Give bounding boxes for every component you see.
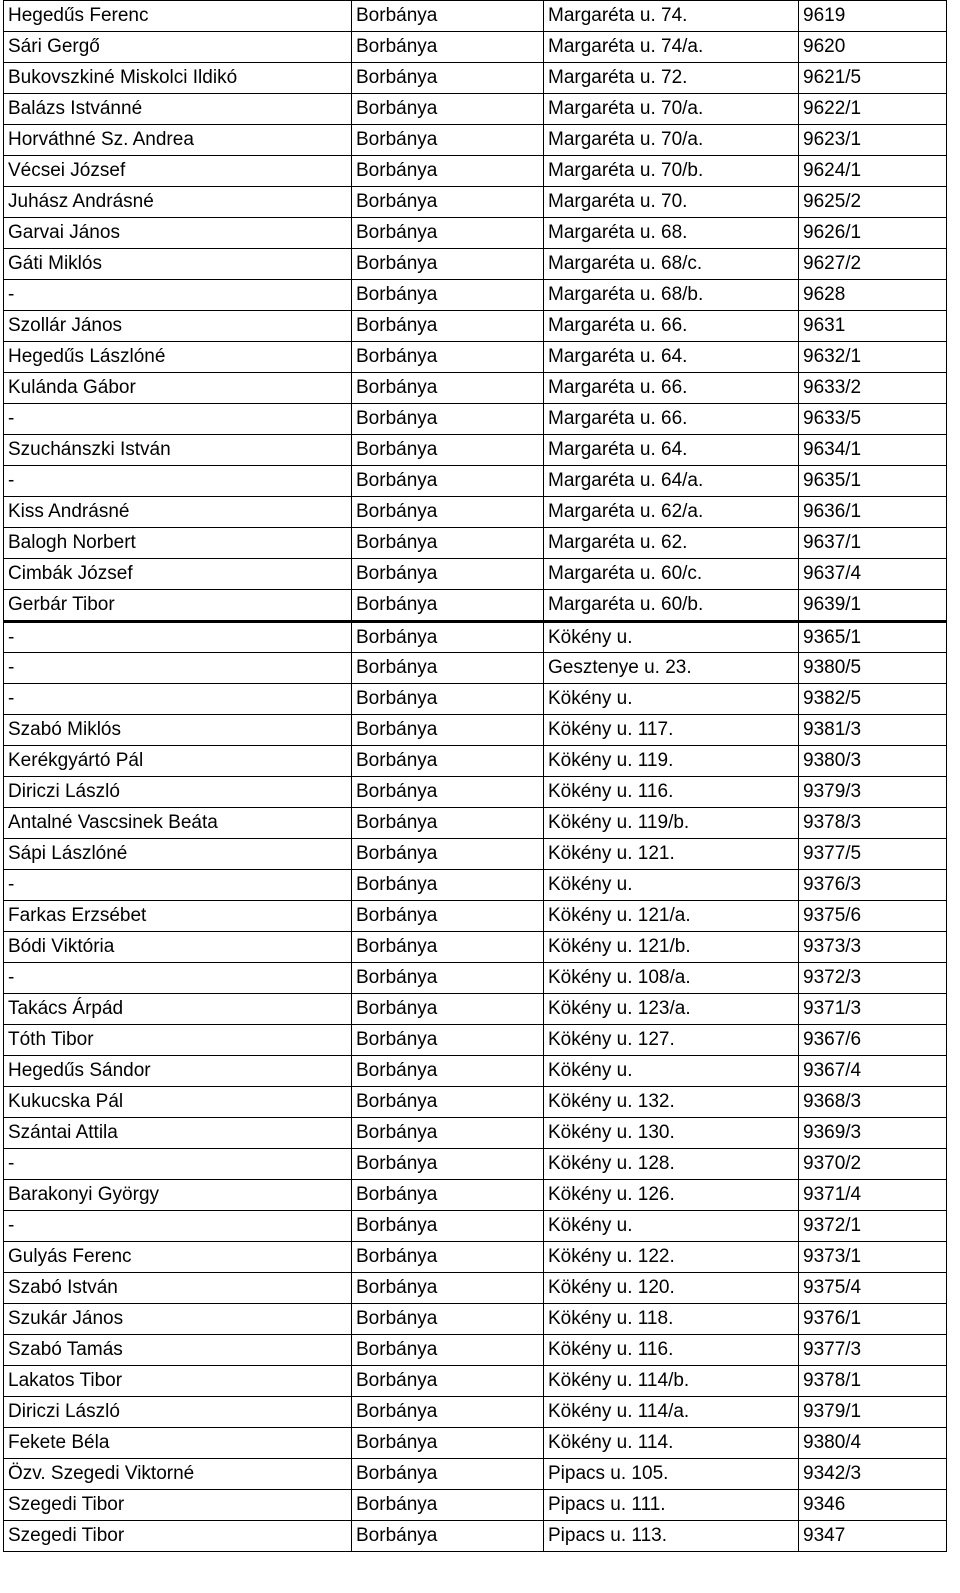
address-cell: Kökény u. 122. bbox=[544, 1242, 799, 1273]
table-row bbox=[4, 218, 947, 249]
district-cell: Borbánya bbox=[352, 932, 544, 963]
owner-name-cell: - bbox=[4, 280, 352, 311]
table-row bbox=[4, 901, 947, 932]
district-cell: Borbánya bbox=[352, 715, 544, 746]
table-row bbox=[4, 156, 947, 187]
address-cell: Margaréta u. 72. bbox=[544, 63, 799, 94]
parcel-number-cell: 9639/1 bbox=[799, 590, 947, 622]
owner-name-cell: Kerékgyártó Pál bbox=[4, 746, 352, 777]
parcel-number-cell: 9381/3 bbox=[799, 715, 947, 746]
address-cell: Margaréta u. 64/a. bbox=[544, 466, 799, 497]
table-row bbox=[4, 404, 947, 435]
table-row bbox=[4, 684, 947, 715]
table-row bbox=[4, 1242, 947, 1273]
parcel-number-cell: 9368/3 bbox=[799, 1087, 947, 1118]
table-row bbox=[4, 1428, 947, 1459]
table-row bbox=[4, 1490, 947, 1521]
parcel-number-cell: 9632/1 bbox=[799, 342, 947, 373]
owner-name-cell: Cimbák József bbox=[4, 559, 352, 590]
district-cell: Borbánya bbox=[352, 1428, 544, 1459]
table-row bbox=[4, 621, 947, 653]
owner-name-cell: Kulánda Gábor bbox=[4, 373, 352, 404]
parcel-number-cell: 9636/1 bbox=[799, 497, 947, 528]
address-cell: Margaréta u. 70. bbox=[544, 187, 799, 218]
district-cell: Borbánya bbox=[352, 559, 544, 590]
table-row bbox=[4, 1304, 947, 1335]
parcel-number-cell: 9372/1 bbox=[799, 1211, 947, 1242]
table-row bbox=[4, 311, 947, 342]
table-row bbox=[4, 1118, 947, 1149]
owner-name-cell: Tóth Tibor bbox=[4, 1025, 352, 1056]
parcel-number-cell: 9376/1 bbox=[799, 1304, 947, 1335]
parcel-number-cell: 9635/1 bbox=[799, 466, 947, 497]
owner-name-cell: Szegedi Tibor bbox=[4, 1521, 352, 1552]
parcel-number-cell: 9373/1 bbox=[799, 1242, 947, 1273]
parcel-number-cell: 9367/4 bbox=[799, 1056, 947, 1087]
table-row bbox=[4, 559, 947, 590]
owner-name-cell: - bbox=[4, 466, 352, 497]
owner-name-cell: Gulyás Ferenc bbox=[4, 1242, 352, 1273]
owner-name-cell: - bbox=[4, 621, 352, 653]
owner-name-cell: Kukucska Pál bbox=[4, 1087, 352, 1118]
district-cell: Borbánya bbox=[352, 311, 544, 342]
owner-name-cell: Balázs Istvánné bbox=[4, 94, 352, 125]
table-row bbox=[4, 839, 947, 870]
parcel-number-cell: 9372/3 bbox=[799, 963, 947, 994]
parcel-number-cell: 9365/1 bbox=[799, 621, 947, 653]
owner-name-cell: - bbox=[4, 404, 352, 435]
parcel-number-cell: 9621/5 bbox=[799, 63, 947, 94]
table-row bbox=[4, 1273, 947, 1304]
owner-name-cell: Diriczi László bbox=[4, 777, 352, 808]
parcel-number-cell: 9633/2 bbox=[799, 373, 947, 404]
table-row bbox=[4, 715, 947, 746]
district-cell: Borbánya bbox=[352, 746, 544, 777]
district-cell: Borbánya bbox=[352, 1459, 544, 1490]
parcel-number-cell: 9620 bbox=[799, 32, 947, 63]
table-row bbox=[4, 746, 947, 777]
parcel-number-cell: 9625/2 bbox=[799, 187, 947, 218]
owner-name-cell: Horváthné Sz. Andrea bbox=[4, 125, 352, 156]
owner-name-cell: Barakonyi György bbox=[4, 1180, 352, 1211]
address-cell: Pipacs u. 105. bbox=[544, 1459, 799, 1490]
parcel-number-cell: 9628 bbox=[799, 280, 947, 311]
address-cell: Kökény u. 130. bbox=[544, 1118, 799, 1149]
parcel-number-cell: 9377/5 bbox=[799, 839, 947, 870]
address-cell: Kökény u. 116. bbox=[544, 1335, 799, 1366]
address-cell: Kökény u. 121/a. bbox=[544, 901, 799, 932]
parcel-number-cell: 9380/3 bbox=[799, 746, 947, 777]
district-cell: Borbánya bbox=[352, 1211, 544, 1242]
owner-name-cell: Diriczi László bbox=[4, 1397, 352, 1428]
table-row bbox=[4, 32, 947, 63]
parcel-number-cell: 9378/3 bbox=[799, 808, 947, 839]
table-row bbox=[4, 94, 947, 125]
owner-name-cell: Szabó István bbox=[4, 1273, 352, 1304]
owner-name-cell: Vécsei József bbox=[4, 156, 352, 187]
parcel-number-cell: 9637/1 bbox=[799, 528, 947, 559]
table-row bbox=[4, 963, 947, 994]
address-cell: Kökény u. 119. bbox=[544, 746, 799, 777]
owner-name-cell: - bbox=[4, 1149, 352, 1180]
address-cell: Kökény u. 119/b. bbox=[544, 808, 799, 839]
parcel-number-cell: 9627/2 bbox=[799, 249, 947, 280]
address-cell: Margaréta u. 62/a. bbox=[544, 497, 799, 528]
district-cell: Borbánya bbox=[352, 218, 544, 249]
district-cell: Borbánya bbox=[352, 1490, 544, 1521]
owner-name-cell: Hegedűs Lászlóné bbox=[4, 342, 352, 373]
address-cell: Margaréta u. 68/c. bbox=[544, 249, 799, 280]
table-row bbox=[4, 1, 947, 32]
address-cell: Kökény u. 121/b. bbox=[544, 932, 799, 963]
parcel-number-cell: 9342/3 bbox=[799, 1459, 947, 1490]
table-row bbox=[4, 777, 947, 808]
address-cell: Kökény u. bbox=[544, 621, 799, 653]
table-row bbox=[4, 249, 947, 280]
district-cell: Borbánya bbox=[352, 497, 544, 528]
district-cell: Borbánya bbox=[352, 1087, 544, 1118]
parcel-number-cell: 9367/6 bbox=[799, 1025, 947, 1056]
district-cell: Borbánya bbox=[352, 187, 544, 218]
owner-name-cell: Bukovszkiné Miskolci Ildikó bbox=[4, 63, 352, 94]
district-cell: Borbánya bbox=[352, 1397, 544, 1428]
district-cell: Borbánya bbox=[352, 32, 544, 63]
table-row bbox=[4, 590, 947, 622]
address-cell: Kökény u. 114. bbox=[544, 1428, 799, 1459]
address-cell: Margaréta u. 66. bbox=[544, 373, 799, 404]
district-cell: Borbánya bbox=[352, 1149, 544, 1180]
parcel-number-cell: 9637/4 bbox=[799, 559, 947, 590]
data-table bbox=[3, 0, 947, 1552]
owner-name-cell: Özv. Szegedi Viktorné bbox=[4, 1459, 352, 1490]
parcel-number-cell: 9626/1 bbox=[799, 218, 947, 249]
owner-name-cell: Szabó Miklós bbox=[4, 715, 352, 746]
address-cell: Margaréta u. 74. bbox=[544, 1, 799, 32]
district-cell: Borbánya bbox=[352, 870, 544, 901]
owner-name-cell: - bbox=[4, 870, 352, 901]
parcel-number-cell: 9371/3 bbox=[799, 994, 947, 1025]
owner-name-cell: Szegedi Tibor bbox=[4, 1490, 352, 1521]
district-cell: Borbánya bbox=[352, 342, 544, 373]
table-row bbox=[4, 187, 947, 218]
owner-name-cell: Garvai János bbox=[4, 218, 352, 249]
parcel-number-cell: 9375/6 bbox=[799, 901, 947, 932]
address-cell: Kökény u. bbox=[544, 1056, 799, 1087]
owner-name-cell: Lakatos Tibor bbox=[4, 1366, 352, 1397]
owner-name-cell: Szukár János bbox=[4, 1304, 352, 1335]
address-cell: Margaréta u. 66. bbox=[544, 404, 799, 435]
table-row bbox=[4, 994, 947, 1025]
address-cell: Margaréta u. 62. bbox=[544, 528, 799, 559]
address-cell: Kökény u. 127. bbox=[544, 1025, 799, 1056]
parcel-number-cell: 9378/1 bbox=[799, 1366, 947, 1397]
address-cell: Pipacs u. 113. bbox=[544, 1521, 799, 1552]
table-row bbox=[4, 373, 947, 404]
owner-name-cell: Balogh Norbert bbox=[4, 528, 352, 559]
address-cell: Margaréta u. 70/a. bbox=[544, 94, 799, 125]
parcel-number-cell: 9375/4 bbox=[799, 1273, 947, 1304]
address-cell: Margaréta u. 64. bbox=[544, 342, 799, 373]
district-cell: Borbánya bbox=[352, 901, 544, 932]
address-cell: Kökény u. 116. bbox=[544, 777, 799, 808]
district-cell: Borbánya bbox=[352, 963, 544, 994]
parcel-number-cell: 9380/5 bbox=[799, 653, 947, 684]
table-row bbox=[4, 1397, 947, 1428]
address-cell: Kökény u. 117. bbox=[544, 715, 799, 746]
parcel-number-cell: 9377/3 bbox=[799, 1335, 947, 1366]
owner-name-cell: Szuchánszki István bbox=[4, 435, 352, 466]
table-row bbox=[4, 932, 947, 963]
owner-name-cell: Szollár János bbox=[4, 311, 352, 342]
district-cell: Borbánya bbox=[352, 435, 544, 466]
table-body bbox=[4, 1, 947, 1552]
parcel-number-cell: 9369/3 bbox=[799, 1118, 947, 1149]
parcel-number-cell: 9370/2 bbox=[799, 1149, 947, 1180]
table-row bbox=[4, 1335, 947, 1366]
district-cell: Borbánya bbox=[352, 528, 544, 559]
address-cell: Margaréta u. 70/b. bbox=[544, 156, 799, 187]
address-cell: Margaréta u. 68. bbox=[544, 218, 799, 249]
address-cell: Kökény u. 132. bbox=[544, 1087, 799, 1118]
table-row bbox=[4, 435, 947, 466]
parcel-number-cell: 9379/1 bbox=[799, 1397, 947, 1428]
district-cell: Borbánya bbox=[352, 249, 544, 280]
district-cell: Borbánya bbox=[352, 994, 544, 1025]
address-cell: Gesztenye u. 23. bbox=[544, 653, 799, 684]
owner-name-cell: - bbox=[4, 963, 352, 994]
district-cell: Borbánya bbox=[352, 1025, 544, 1056]
owner-name-cell: Farkas Erzsébet bbox=[4, 901, 352, 932]
district-cell: Borbánya bbox=[352, 590, 544, 622]
table-row bbox=[4, 125, 947, 156]
parcel-number-cell: 9371/4 bbox=[799, 1180, 947, 1211]
district-cell: Borbánya bbox=[352, 404, 544, 435]
address-cell: Margaréta u. 74/a. bbox=[544, 32, 799, 63]
owner-name-cell: Gáti Miklós bbox=[4, 249, 352, 280]
district-cell: Borbánya bbox=[352, 684, 544, 715]
address-cell: Kökény u. bbox=[544, 1211, 799, 1242]
owner-name-cell: Takács Árpád bbox=[4, 994, 352, 1025]
table-row bbox=[4, 1459, 947, 1490]
address-cell: Margaréta u. 64. bbox=[544, 435, 799, 466]
parcel-number-cell: 9624/1 bbox=[799, 156, 947, 187]
table-row bbox=[4, 528, 947, 559]
district-cell: Borbánya bbox=[352, 280, 544, 311]
parcel-number-cell: 9631 bbox=[799, 311, 947, 342]
address-cell: Kökény u. 128. bbox=[544, 1149, 799, 1180]
owner-name-cell: Kiss Andrásné bbox=[4, 497, 352, 528]
district-cell: Borbánya bbox=[352, 466, 544, 497]
address-cell: Kökény u. 114/a. bbox=[544, 1397, 799, 1428]
owner-name-cell: Bódi Viktória bbox=[4, 932, 352, 963]
owner-name-cell: - bbox=[4, 1211, 352, 1242]
district-cell: Borbánya bbox=[352, 125, 544, 156]
parcel-number-cell: 9382/5 bbox=[799, 684, 947, 715]
district-cell: Borbánya bbox=[352, 839, 544, 870]
owner-name-cell: Sápi Lászlóné bbox=[4, 839, 352, 870]
table-row bbox=[4, 466, 947, 497]
parcel-number-cell: 9346 bbox=[799, 1490, 947, 1521]
table-row bbox=[4, 1211, 947, 1242]
owner-name-cell: Szántai Attila bbox=[4, 1118, 352, 1149]
address-cell: Margaréta u. 68/b. bbox=[544, 280, 799, 311]
owner-name-cell: Hegedűs Sándor bbox=[4, 1056, 352, 1087]
owner-name-cell: Fekete Béla bbox=[4, 1428, 352, 1459]
district-cell: Borbánya bbox=[352, 1304, 544, 1335]
owner-name-cell: Antalné Vascsinek Beáta bbox=[4, 808, 352, 839]
district-cell: Borbánya bbox=[352, 1366, 544, 1397]
table-row bbox=[4, 1521, 947, 1552]
district-cell: Borbánya bbox=[352, 1, 544, 32]
parcel-number-cell: 9634/1 bbox=[799, 435, 947, 466]
district-cell: Borbánya bbox=[352, 373, 544, 404]
district-cell: Borbánya bbox=[352, 1242, 544, 1273]
table-row bbox=[4, 1180, 947, 1211]
table-row bbox=[4, 653, 947, 684]
parcel-number-cell: 9619 bbox=[799, 1, 947, 32]
address-cell: Kökény u. 108/a. bbox=[544, 963, 799, 994]
table-row bbox=[4, 870, 947, 901]
address-cell: Kökény u. 126. bbox=[544, 1180, 799, 1211]
district-cell: Borbánya bbox=[352, 94, 544, 125]
table-row bbox=[4, 1366, 947, 1397]
table-row bbox=[4, 280, 947, 311]
table-row bbox=[4, 497, 947, 528]
district-cell: Borbánya bbox=[352, 1521, 544, 1552]
table-row bbox=[4, 1149, 947, 1180]
owner-name-cell: Juhász Andrásné bbox=[4, 187, 352, 218]
parcel-number-cell: 9633/5 bbox=[799, 404, 947, 435]
table-row bbox=[4, 1025, 947, 1056]
address-cell: Kökény u. 118. bbox=[544, 1304, 799, 1335]
parcel-number-cell: 9379/3 bbox=[799, 777, 947, 808]
district-cell: Borbánya bbox=[352, 1273, 544, 1304]
address-cell: Margaréta u. 66. bbox=[544, 311, 799, 342]
address-cell: Margaréta u. 70/a. bbox=[544, 125, 799, 156]
district-cell: Borbánya bbox=[352, 63, 544, 94]
address-cell: Kökény u. bbox=[544, 870, 799, 901]
parcel-number-cell: 9347 bbox=[799, 1521, 947, 1552]
owner-name-cell: Sári Gergő bbox=[4, 32, 352, 63]
table-row bbox=[4, 342, 947, 373]
address-cell: Margaréta u. 60/b. bbox=[544, 590, 799, 622]
address-cell: Kökény u. 114/b. bbox=[544, 1366, 799, 1397]
owner-name-cell: - bbox=[4, 684, 352, 715]
district-cell: Borbánya bbox=[352, 1118, 544, 1149]
owner-name-cell: - bbox=[4, 653, 352, 684]
address-cell: Kökény u. 123/a. bbox=[544, 994, 799, 1025]
address-cell: Kökény u. 120. bbox=[544, 1273, 799, 1304]
district-cell: Borbánya bbox=[352, 1056, 544, 1087]
address-cell: Margaréta u. 60/c. bbox=[544, 559, 799, 590]
table-row bbox=[4, 808, 947, 839]
address-cell: Pipacs u. 111. bbox=[544, 1490, 799, 1521]
district-cell: Borbánya bbox=[352, 653, 544, 684]
owner-name-cell: Szabó Tamás bbox=[4, 1335, 352, 1366]
owner-name-cell: Hegedűs Ferenc bbox=[4, 1, 352, 32]
district-cell: Borbánya bbox=[352, 621, 544, 653]
parcel-number-cell: 9376/3 bbox=[799, 870, 947, 901]
district-cell: Borbánya bbox=[352, 156, 544, 187]
district-cell: Borbánya bbox=[352, 1335, 544, 1366]
table-row bbox=[4, 63, 947, 94]
district-cell: Borbánya bbox=[352, 777, 544, 808]
parcel-number-cell: 9622/1 bbox=[799, 94, 947, 125]
parcel-number-cell: 9623/1 bbox=[799, 125, 947, 156]
district-cell: Borbánya bbox=[352, 1180, 544, 1211]
address-cell: Kökény u. 121. bbox=[544, 839, 799, 870]
parcel-number-cell: 9380/4 bbox=[799, 1428, 947, 1459]
table-row bbox=[4, 1087, 947, 1118]
owner-name-cell: Gerbár Tibor bbox=[4, 590, 352, 622]
address-cell: Kökény u. bbox=[544, 684, 799, 715]
parcel-number-cell: 9373/3 bbox=[799, 932, 947, 963]
table-row bbox=[4, 1056, 947, 1087]
district-cell: Borbánya bbox=[352, 808, 544, 839]
